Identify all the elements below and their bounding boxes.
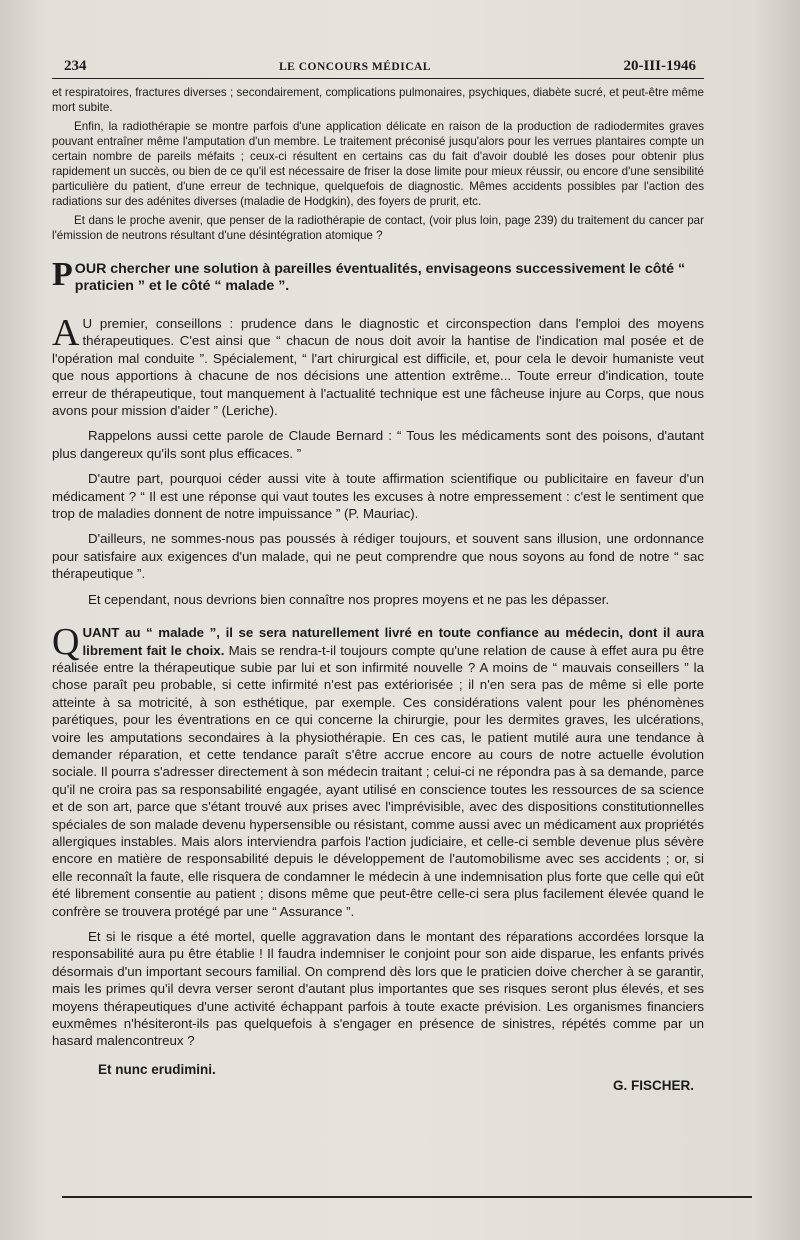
issue-date: 20-III-1946 <box>623 58 696 74</box>
practitioner-section <box>52 312 704 608</box>
body-paragraph-5: Et cependant, nous devrions bien connaître nos propres moyens et ne pas les dépasser. <box>88 591 610 607</box>
journal-title: LE CONCOURS MÉDICAL <box>278 61 431 73</box>
closing <box>52 1062 704 1093</box>
body-paragraph-7: Et si le risque a été mortel, quelle aggravation dans le montant des réparations accordées lorsque la responsabilité aura pu être établie ! Il faudra indemniser le conjoint pour son aide disparue, les enfants privés désormais d'un important secours familial. On comprend dès lors que le praticien doive chercher à se garantir, mais les primes qu'il devra verser seront d'autant plus importantes que ses risques seront plus élevés, et ses moyens thérapeutiques d'une activité échappant parfois à toute exacte prévision. Les organismes financiers euxmêmes n'hésiteront-ils pas quelquefois à s'engager en présence de sinistres, répétés comme par un hasard malencontreux ? <box>52 929 704 1049</box>
body-paragraph-2: Rappelons aussi cette parole de Claude Bernard : “ Tous les médicaments sont des poisons, d'autant plus dangereux qu'ils sont plus efficaces. ” <box>52 428 704 461</box>
small-paragraph-2: Enfin, la radiothérapie se montre parfois d'une application délicate en raison de la production de radiodermites graves pouvant entraîner même l'amputation d'un membre. Le traitement préconisé jusqu'alors pour les verrues plantaires compte un certain nombre de pareils méfaits ; ceux-ci résultent en certains cas du fait d'avoir doublé les doses pour obtenir plus rapidement un succès, ou bien de ce qu'il est nécessaire de friser la dose limite pour mieux réussir, ou encore d'une sensibilité particulière du patient, d'une erreur de technique, quelquefois de diagnostic. Mêmes accidents possibles par l'action des radiations sur des adénites diverses (maladie de Hodgkin), des foyers de prurit, etc. <box>52 120 704 208</box>
footer-rule <box>62 1196 752 1198</box>
page-number: 234 <box>64 58 87 74</box>
body-paragraph-1-text: U premier, conseillons : prudence dans le diagnostic et circonspection dans l'emploi des moyens thérapeutiques. C'est ainsi que “ chacun de nous doit avoir la hantise de l'indication mal posée et de l'opération mal conduite ”. Spécialement, “ l'art chirurgical est difficile, et, pour cela le devoir humaniste veut que nous apportions à chacune de nos décisions une attention extrême... Toute erreur d'indication, toute erreur de thérapeutique, tout manquement à l'actualité technique est une fâcheuse injure au Corps, que nous avons pour mission d'aider ” (Leriche). <box>52 316 704 419</box>
patient-section <box>52 621 704 1050</box>
page-header <box>52 58 704 79</box>
author-signature: G. FISCHER. <box>612 1077 694 1093</box>
section-heading <box>52 256 704 295</box>
body-paragraph-6-text: Mais se rendra-t-il toujours compte qu'une relation de cause à effet aura pu être réalisée entre la thérapeutique subie par lui et son infirmité nouvelle ? A moins de “ mauvais conseillers ” la chose paraît peu probable, si cette infirmité n'est pas extériorisée ; il n'en sera pas de même si elle porte atteinte à sa motricité, à son esthétique, par exemple. Ces considérations valent pour les phénomènes parétiques, pour les éventrations en ce qui concerne la chirurgie, pour les dermites graves, les ulcérations, voire les amputations secondaires à la physiothérapie. En ces cas, le patient mutilé aura une tendance à demander réparation, et cette tendance paraît s'être accrue encore au cours de notre actuelle évolution sociale. Il pourra s'adresser directement à son médecin traitant ; celui-ci ne répondra pas à sa demande, parce qu'il ne croira pas sa responsabilité engagée, ayant utilisé en conscience toutes les ressources de sa science et de son art, parce que s'étant trouvé aux prises avec l'imprévisible, avec des dispositions constitutionnelles spéciales de son malade devenu hypersensible ou résistant, comme aussi avec un médicament aux propriétés allergiques instables. Mais alors interviendra parfois l'action judiciaire, et celle-ci semble devenue plus sévère encore en matière de responsabilité depuis le développement de l'automobilisme avec ses accidents ; or, si elle reconnaît la faute, elle risquera de condamner le médecin à une indemnisation plus forte que celle qui eût été librement consentie au patient ; disons même que peut-être celle-ci sera plus facilement élevée quand le confrère se trouvera protégé par une “ Assurance ”. <box>52 642 704 919</box>
small-print-section <box>52 85 704 243</box>
heading-dropcap: P <box>52 256 73 293</box>
body-paragraph-4: D'ailleurs, ne sommes-nous pas poussés à rédiger toujours, et souvent sans illusion, une ordonnance pour satisfaire aux exigences d'un malade, qui ne peut comprendre que nous soyons au fond de notre “ sac thérapeutique ”. <box>52 531 704 582</box>
body-paragraph-1 <box>52 312 704 419</box>
body-paragraph-3: D'autre part, pourquoi céder aussi vite à toute affirmation scientifique ou publicitaire en faveur d'un médicament ? “ Il est une réponse qui vaut toutes les excuses à notre empressement : c'est le sentiment que trop de maladies donnent de notre impuissance ” (P. Mauriac). <box>52 471 704 522</box>
body-paragraph-6-lead: UANT au “ malade ”, il se sera naturellement livré en toute confiance au médecin, dont il aura librement fait le choix. <box>82 625 704 658</box>
small-paragraph-1: et respiratoires, fractures diverses ; secondairement, complications pulmonaires, psychiques, diabète sucré, et peut-être même mort subite. <box>52 86 704 114</box>
heading-text: OUR chercher une solution à pareilles éventualités, envisageons successivement le côté “ praticien ” et le côté “ malade ”. <box>74 261 686 294</box>
small-paragraph-3: Et dans le proche avenir, que penser de la radiothérapie de contact, (voir plus loin, page 239) du traitement du cancer par l'émission de neutrons résultant d'une désintégration atomique ? <box>52 214 704 242</box>
paragraph-dropcap-a: A <box>52 312 80 354</box>
closing-latin: Et nunc erudimini. <box>98 1061 216 1077</box>
paragraph-dropcap-q: Q <box>52 621 80 664</box>
body-paragraph-6 <box>52 621 704 920</box>
